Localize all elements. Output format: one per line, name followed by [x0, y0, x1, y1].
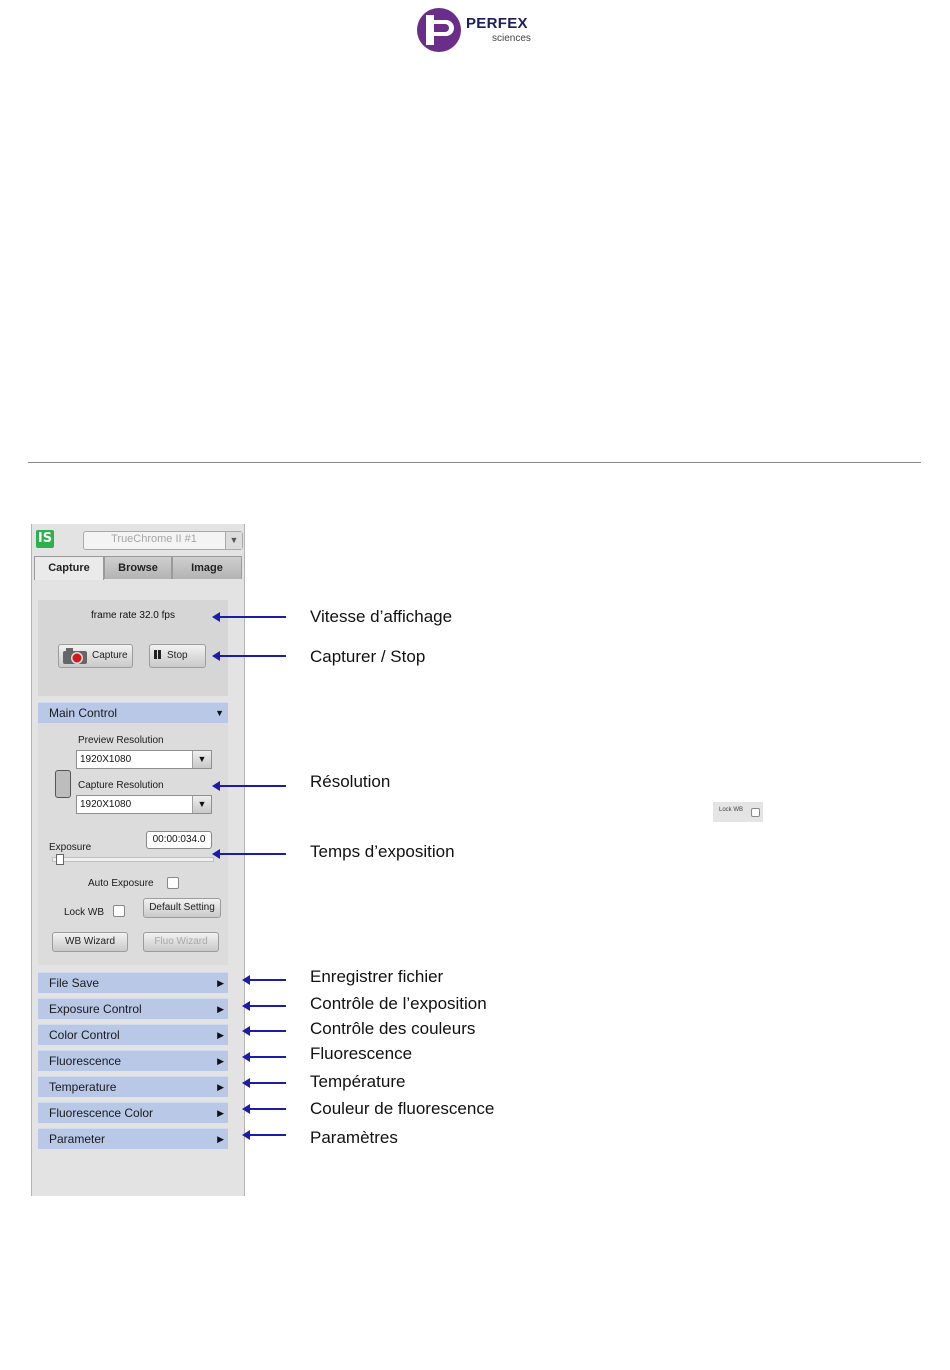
triangle-right-icon: ▶	[217, 1004, 224, 1014]
section-file-save[interactable]	[38, 972, 228, 993]
preview-resolution-label: Preview Resolution	[78, 735, 164, 746]
lock-wb-label: Lock WB	[64, 907, 105, 918]
section-fluorescence[interactable]	[38, 1050, 228, 1071]
tab-capture[interactable]: Capture	[34, 556, 104, 580]
arrow-left-icon	[244, 1005, 286, 1007]
frame-rate-label: frame rate 32.0 fps	[91, 610, 175, 621]
main-control-title: Main Control	[49, 706, 118, 720]
section-label: File Save	[49, 976, 100, 990]
capture-button-label: Capture	[92, 650, 128, 661]
brand-name: PERFEX	[466, 15, 528, 32]
section-label: Fluorescence	[49, 1054, 122, 1068]
note-capture-stop: Capturer / Stop	[310, 647, 426, 666]
triangle-right-icon: ▶	[217, 978, 224, 988]
note-fluorescence-color: Couleur de fluorescence	[310, 1099, 495, 1118]
section-temperature[interactable]	[38, 1076, 228, 1097]
note-fluorescence: Fluorescence	[310, 1044, 413, 1063]
arrow-left-icon	[214, 785, 286, 787]
camera-icon	[62, 647, 88, 665]
section-label: Fluorescence Color	[49, 1106, 154, 1120]
triangle-right-icon: ▶	[217, 1082, 224, 1092]
link-lock-icon[interactable]	[55, 770, 71, 798]
main-control-body	[38, 723, 228, 965]
control-panel	[31, 524, 245, 1196]
triangle-down-icon: ▼	[215, 708, 224, 718]
exposure-time-input[interactable]: 00:00:034.0	[146, 831, 212, 849]
lock-wb-checkbox[interactable]	[113, 905, 125, 917]
arrow-left-icon	[214, 655, 286, 657]
main-control-header[interactable]	[38, 702, 228, 723]
section-label: Temperature	[49, 1080, 117, 1094]
lock-wb-inset-checkbox	[751, 808, 760, 817]
note-temperature: Température	[310, 1072, 406, 1091]
section-exposure-control[interactable]	[38, 998, 228, 1019]
lock-wb-inset-label: Lock WB	[719, 807, 744, 813]
preview-resolution-select[interactable]	[76, 750, 212, 769]
tab-browse[interactable]: Browse	[104, 556, 172, 579]
chevron-down-icon[interactable]: ▼	[192, 796, 211, 813]
exposure-label: Exposure	[49, 842, 92, 853]
brand-subtitle: sciences	[492, 33, 531, 44]
note-resolution: Résolution	[310, 772, 391, 791]
arrow-left-icon	[244, 1030, 286, 1032]
auto-exposure-label: Auto Exposure	[88, 878, 154, 889]
chevron-down-icon[interactable]: ▼	[225, 532, 242, 549]
arrow-left-icon	[214, 616, 286, 618]
section-fluorescence-color[interactable]	[38, 1102, 228, 1123]
arrow-left-icon	[244, 1108, 286, 1110]
arrow-left-icon	[214, 853, 286, 855]
triangle-right-icon: ▶	[217, 1030, 224, 1040]
triangle-right-icon: ▶	[217, 1134, 224, 1144]
preview-resolution-value: 1920X1080	[80, 754, 132, 765]
stop-button-label: Stop	[167, 650, 188, 661]
wb-wizard-button[interactable]: WB Wizard	[52, 932, 128, 952]
triangle-right-icon: ▶	[217, 1108, 224, 1118]
exposure-slider-track[interactable]	[52, 857, 214, 862]
note-color-control: Contrôle des couleurs	[310, 1019, 476, 1038]
divider	[28, 462, 921, 463]
section-label: Parameter	[49, 1132, 106, 1146]
camera-select[interactable]	[83, 531, 243, 550]
camera-select-value: TrueChrome II #1	[111, 533, 197, 545]
auto-exposure-checkbox[interactable]	[167, 877, 179, 889]
note-file-save: Enregistrer fichier	[310, 967, 444, 986]
capture-box	[38, 600, 228, 696]
arrow-left-icon	[244, 1134, 286, 1136]
lock-wb-inset	[713, 802, 763, 822]
arrow-left-icon	[244, 1056, 286, 1058]
capture-button[interactable]	[58, 644, 133, 668]
tab-bar	[34, 556, 242, 578]
triangle-right-icon: ▶	[217, 1056, 224, 1066]
capture-resolution-select[interactable]	[76, 795, 212, 814]
section-label: Exposure Control	[49, 1002, 142, 1016]
arrow-left-icon	[244, 979, 286, 981]
capture-resolution-value: 1920X1080	[80, 799, 132, 810]
stop-button[interactable]	[149, 644, 206, 668]
note-exposure-control: Contrôle de l’exposition	[310, 994, 487, 1013]
section-parameter[interactable]	[38, 1128, 228, 1149]
exposure-slider-handle[interactable]	[56, 854, 64, 865]
app-icon: IS	[37, 531, 53, 546]
note-parameter: Paramètres	[310, 1128, 398, 1147]
default-setting-button[interactable]: Default Setting	[143, 898, 221, 918]
section-label: Color Control	[49, 1028, 120, 1042]
chevron-down-icon[interactable]: ▼	[192, 751, 211, 768]
tab-image[interactable]: Image	[172, 556, 242, 579]
section-color-control[interactable]	[38, 1024, 228, 1045]
capture-resolution-label: Capture Resolution	[78, 780, 164, 791]
note-frame-rate: Vitesse d’affichage	[310, 607, 453, 626]
note-exposure-time: Temps d’exposition	[310, 842, 455, 861]
pause-icon	[154, 650, 161, 659]
fluo-wizard-button[interactable]: Fluo Wizard	[143, 932, 219, 952]
arrow-left-icon	[244, 1082, 286, 1084]
